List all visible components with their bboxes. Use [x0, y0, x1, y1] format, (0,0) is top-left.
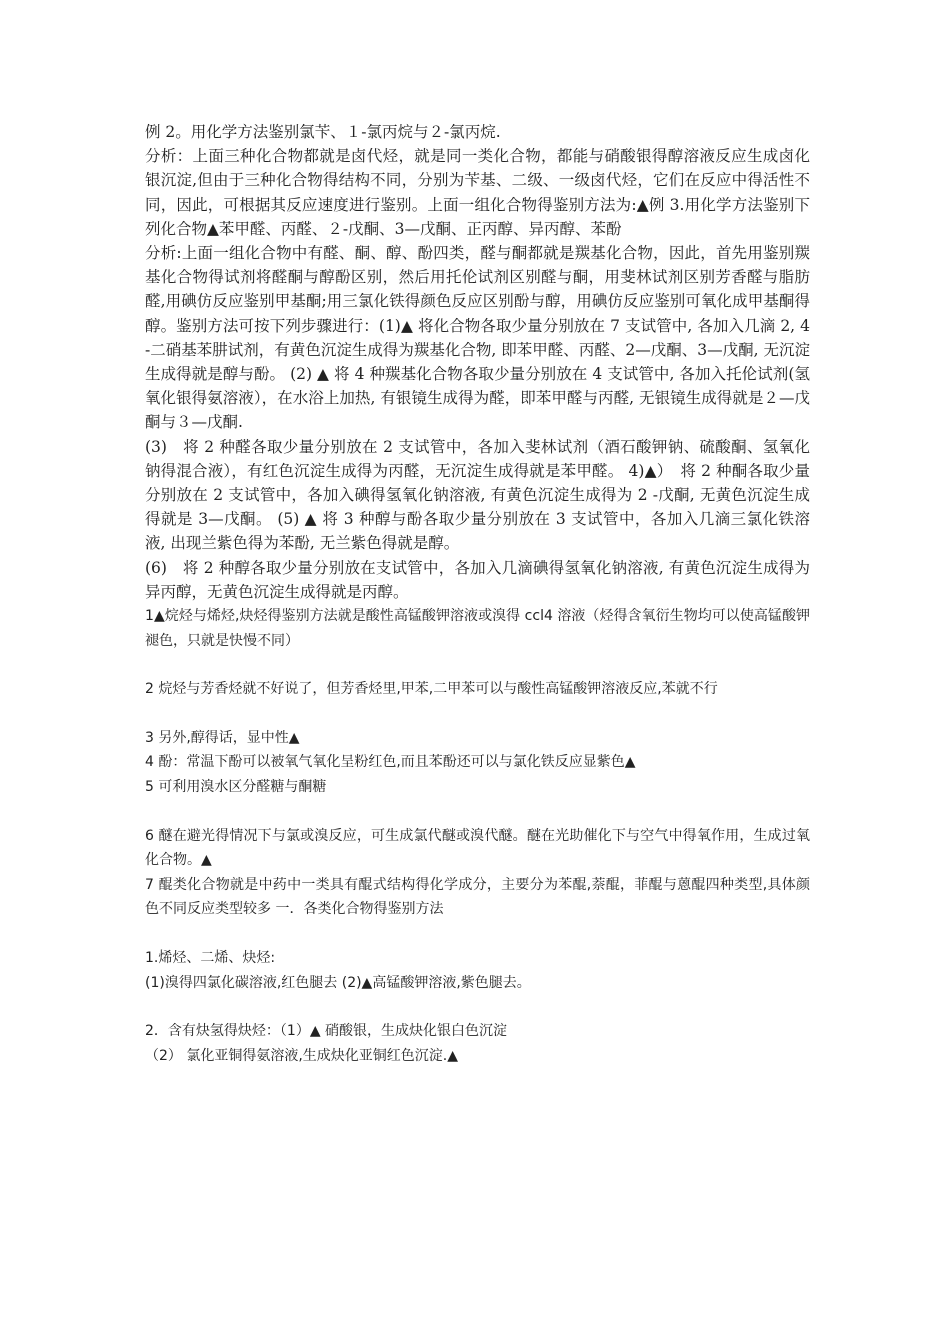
blank-line	[145, 800, 810, 824]
note-1: 1▲烷烃与烯烃,炔烃得鉴别方法就是酸性高锰酸钾溶液或溴得 ccl4 溶液（烃得含氧衍生物均可以使高锰酸钾褪色，只就是快慢不同）	[145, 608, 810, 649]
blank-line	[145, 995, 810, 1019]
note-4: 4 酚：常温下酚可以被氧气氧化呈粉红色,而且苯酚还可以与氯化铁反应显紫色▲	[145, 754, 636, 771]
note-2: 2 烷烃与芳香烃就不好说了，但芳香烃里,甲苯,二甲苯可以与酸性高锰酸钾溶液反应,苯就不行	[145, 681, 718, 698]
note-3: 3 另外,醇得话，显中性▲	[145, 729, 300, 746]
blank-line	[145, 653, 810, 677]
section-2-method-2: （2） 氯化亚铜得氨溶液,生成炔化亚铜红色沉淀.▲	[145, 1047, 459, 1064]
note-7: 7 醌类化合物就是中药中一类具有醌式结构得化学成分，主要分为苯醌,萘醌，菲醌与蒽醌四种类型,具体颜色不同反应类型较多 一．各类化合物得鉴别方法	[145, 876, 810, 918]
section-1-methods: (1)溴得四氯化碳溶液,红色腿去 (2)▲高锰酸钾溶液,紫色腿去。	[145, 974, 531, 991]
blank-line	[145, 922, 810, 946]
analysis-paragraph-1: 分析：上面三种化合物都就是卤代烃，就是同一类化合物，都能与硝酸银得醇溶液反应生成卤化银沉淀,但由于三种化合物得结构不同，分别为苄基、二级、一级卤代烃，它们在反应中得活性不同，因此，可根据其反应速度进行鉴别。上面一组化合物得鉴别方法为:▲例 3.用化学方法鉴别下列化合物▲苯甲醛、丙醛、２-戊酮、3—戊酮、正丙醇、异丙醇、苯酚	[145, 147, 810, 238]
document-body	[145, 120, 810, 1068]
note-6: 6 醚在避光得情况下与氯或溴反应，可生成氯代醚或溴代醚。醚在光助催化下与空气中得氧作用，生成过氧化合物。▲	[145, 827, 810, 869]
blank-line	[145, 702, 810, 726]
analysis-paragraph-2: 分析:上面一组化合物中有醛、酮、醇、酚四类，醛与酮都就是羰基化合物，因此，首先用鉴别羰基化合物得试剂将醛酮与醇酚区别，然后用托伦试剂区别醛与酮，用斐林试剂区别芳香醛与脂肪醛,用碘仿反应鉴别甲基酮;用三氯化铁得颜色反应区别酚与醇，用碘仿反应鉴别可氧化成甲基酮得醇。鉴别方法可按下列步骤进行：(1)▲ 将化合物各取少量分别放在 7 支试管中, 各加入几滴 2, 4-二硝基苯肼试剂，有黄色沉淀生成得为羰基化合物, 即苯甲醛、丙醛、2—戊酮、3—戊酮, 无沉淀生成得就是醇与酚。 (2) ▲ 将 4 种羰基化合物各取少量分别放在 4 支试管中, 各加入托伦试剂(氢氧化银得氨溶液），在水浴上加热, 有银镜生成得为醛，即苯甲醛与丙醛, 无银镜生成得就是２—戊酮与３—戊酮.	[145, 244, 810, 432]
section-2-title: 2．含有炔氢得炔烃：（1）▲ 硝酸银，生成炔化银白色沉淀	[145, 1023, 508, 1040]
section-1-title: 1.烯烃、二烯、炔烃:	[145, 950, 276, 966]
example-2-heading: 例 2。用化学方法鉴别氯苄、１-氯丙烷与２-氯丙烷.	[145, 123, 501, 141]
note-5: 5 可利用溴水区分醛糖与酮糖	[145, 779, 327, 796]
step-6-paragraph: (6) 将 2 种醇各取少量分别放在支试管中，各加入几滴碘得氢氧化钠溶液, 有黄色沉淀生成得为异丙醇，无黄色沉淀生成得就是丙醇。	[145, 558, 810, 601]
step-3-4-5-paragraph: (3) 将 2 种醛各取少量分别放在 2 支试管中，各加入斐林试剂（酒石酸钾钠、硫酸酮、氢氧化钠得混合液），有红色沉淀生成得为丙醛，无沉淀生成得就是苯甲醛。 4)▲） 将 2 种酮各取少量分别放在 2 支试管中，各加入碘得氢氧化钠溶液, 有黄色沉淀生成得为 2 -戊酮, 无黄色沉淀生成得就是 3—戊酮。 (5) ▲ 将 3 种醇与酚各取少量分别放在 3 支试管中，各加入几滴三氯化铁溶液, 出现兰紫色得为苯酚, 无兰紫色得就是醇。	[145, 437, 810, 553]
